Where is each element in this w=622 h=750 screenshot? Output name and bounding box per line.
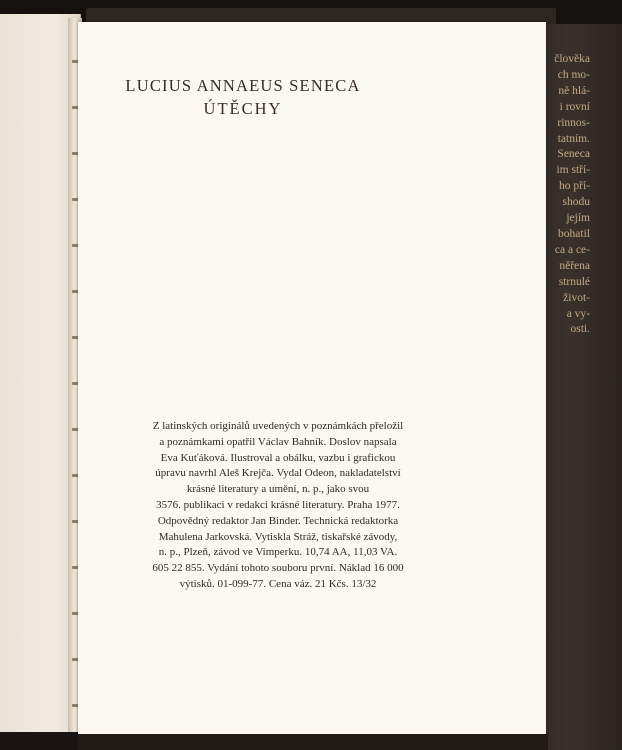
flap-text-line: člověka [554,53,590,65]
flap-text-line: Seneca [557,148,590,161]
flap-text-line: i rovní [559,100,590,113]
imprint-line: Odpovědný redaktor Jan Binder. Technická redaktorka [157,514,399,527]
book-title: ÚTĚCHY [203,99,283,118]
imprint-line: výtisků. 01-099-77. Cena váz. 21 Kčs. 13/32 [179,577,377,590]
flap-text-line: ca a ce- [554,243,590,256]
page-bottom-shadow [78,734,548,750]
imprint-line: Z latinských originálů uvedených v poznámkách přeložil [152,420,404,432]
flap-text-line: něřena [559,259,590,272]
imprint-line: úpravu navrhl Aleš Krejča. Vydal Odeon, nakladatelství [155,467,401,480]
flap-text-line: jejím [566,212,590,225]
imprint-line: a poznámkami opatřil Václav Bahník. Doslov napsala [159,435,397,448]
flap-text-line: rinnos- [557,116,590,129]
title-block [78,76,408,119]
flap-text-line: im stří- [556,164,590,177]
author-name: LUCIUS ANNAEUS SENECA [125,76,361,95]
flap-text-line: ho pří- [559,180,590,193]
flap-text-line: osti. [570,323,590,336]
imprint-colophon [128,419,428,593]
flap-text-line: bohatil [558,227,590,240]
flap-text-line: shodu [562,196,590,209]
flap-text-line: tatním. [557,132,590,145]
imprint-line: Mahulena Jarkovská. Vytiskla Stráž, tiskařské závody, [158,530,398,543]
flap-text-line: ně hlá- [558,84,590,97]
imprint-line: krásné literatury a umění, n. p., jako svou [186,483,370,496]
flap-text-line: a vy- [566,307,590,320]
flap-text-line: strnulé [558,275,590,288]
flap-text-line: ch mo- [557,68,590,81]
flap-text-line: život- [563,291,590,304]
imprint-line: 605 22 855. Vydání tohoto souboru první. Náklad 16 000 [152,562,404,575]
imprint-line: 3576. publikaci v redakci krásné literatury. Praha 1977. [156,498,400,511]
imprint-line: n. p., Plzeň, závod ve Vimperku. 10,74 AA, 11,03 VA. [158,546,398,559]
imprint-line: Eva Kuťáková. Ilustroval a obálku, vazbu i grafickou [160,451,396,464]
title-page [78,22,546,734]
